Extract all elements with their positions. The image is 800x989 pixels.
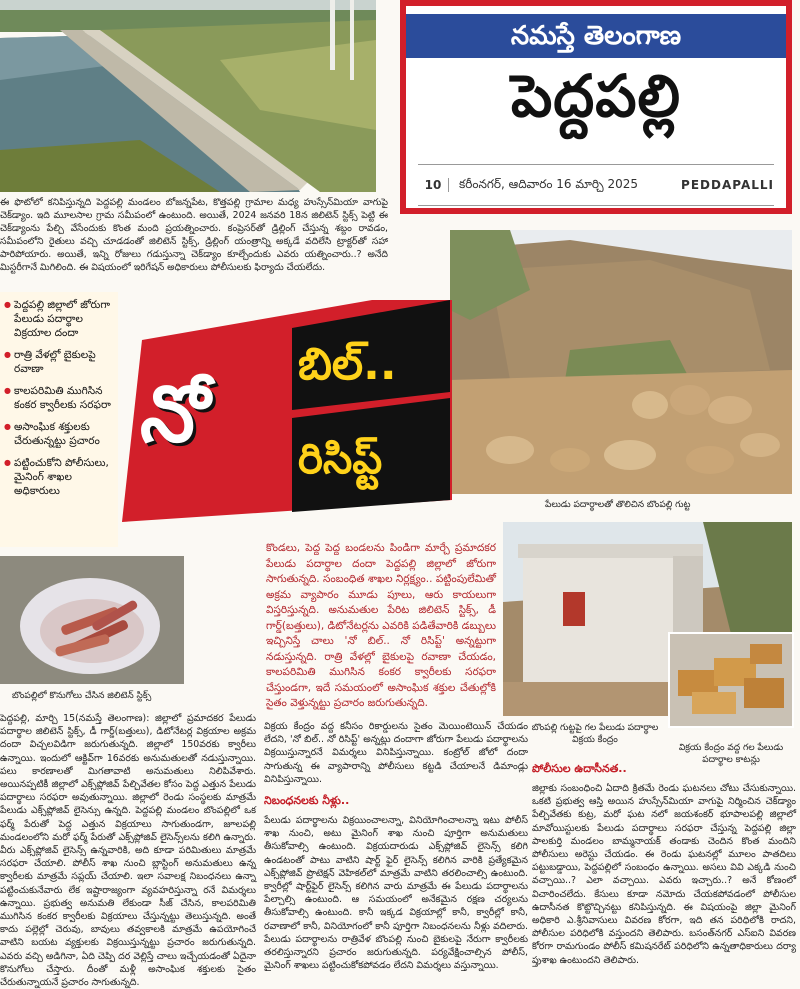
- explosive-cartons-photo: [668, 632, 794, 728]
- gelatin-sticks-photo: [0, 556, 184, 684]
- check-dam-photo: [0, 0, 376, 192]
- highlight-item: ● రాత్రి వేళల్లో బైకులపై రవాణా: [4, 348, 114, 376]
- headline-no: నో: [140, 370, 211, 460]
- lead-paragraph: కొండలు, పెద్ద పెద్ద బండలను పిండిగా మార్చే ప్రమాదకర పేలుడు పదార్థాల దందా పెద్దపల్లి జిల్లాలో జోరుగా సాగుతున్నది. సంబంధిత శాఖల నిర్లక్ష్యం.. పట్టింపులేమితో అక్రమ వ్యాపారం మూడు పూలు, ఆరు కాయలుగా విస్తరిస్తున్నది. అనుమతుల పేరిట జిలిటెన్ స్టిక్స్, డీ గార్డ్(బత్తులు), డిటోనేటర్లను ఎవరికి పడితేవారికి డబ్బులు ఇచ్చినిస్తే చాలు 'నో బిల్.. నో రిసిప్ట్' అన్నట్టుగా నడుస్తున్నది. రాత్రి వేళల్లో బైకులపై రవాణా చేయడం, కాలపరిమితి ముగిసిన కంకర క్వారీలకు సరఫరా చేస్తుండగా, ఇదే సమయంలో అసాంఘిక శక్తుల చేతుల్లోకి సైతం వెళ్తున్నట్టు ప్రచారం జరుగుతున్నది.: [266, 542, 496, 709]
- masthead: [400, 0, 792, 214]
- section-heading-rules: నిబంధనలకు నీళ్లు..: [264, 794, 350, 807]
- body-column-1: పెద్దపల్లి, మార్చి 15(నమస్తే తెలంగాణ): జిల్లాలో ప్రమాదకర పేలుడు పదార్థాల జిలిటెన్ స్టిక్స్, డీ గార్డ్(బత్తులు), డిటోనేటర్ల విక్రయాల అక్రమ దందా విచ్చలవిడిగా జరుగుతున్నది. జిల్లాలో 150వరకు క్వారీలు ఉన్నాయి. ఇందులో ఆక్టివ్‌గా 16వరకు అనుమతులతో నడుస్తున్నాయి. పలు కారణాలతో మిగతావాటి అనుమతులు నిలిపివేశారు. అయినప్పటికీ జిల్లాలో ఎక్స్‌ప్లోజివ్ పేల్చివేతల కోసం పెద్ద ఎత్తున పేలుడు పదార్థాలు సరఫరా అవుతున్నాయి. జిల్లాలో రెండు సంస్థలకు మాత్రమే పేలుడు ఎక్స్‌ప్లోజివ్ లైసెన్సు ఉన్నది. పెద్దపల్లి మండలం బొంపల్లిలో ఒక ఫర్మ్ పేరుతో పెద్ద ఎత్తున విక్రయాలు సాగుతుండగా, జూలపల్లి మండలంలోని మరో ఫర్మ్ పేరుతో ఎక్స్‌ప్లోజివ్ లైసెన్స్‌లను కలిగి ఉన్నారు. వీరు ఎక్స్‌ప్లోజివ్ లైసెన్స్ ఉన్నవారికి, అది కూడా పరిమితులు మాత్రమే సరఫరా చేయాలి. పోలీస్ శాఖ నుంచి బ్లాస్టింగ్ అనుమతులు ఉన్న క్వారీలకు మాత్రమే సప్లయ్ చేయాలి. ఇలా సవాలక్ష నిబంధనలు ఉన్నా పట్టించుకునేవారు లేక ఇష్టారాజ్యంగా వ్యవహరిస్తున్నా రనే విమర్శలు ఉన్నాయి. ప్రభుత్వ అనుమతి లేకుండా సీజ్ చేసిన, కాలపరిమితి ముగిసిన కంకర క్వారీలకు విక్రయాలు చేస్తున్నట్టు తెలుస్తున్నది. అంతే కాదు పల్లెల్లో చెరువు, బావులు తవ్వకాలకి మాత్రమే ఉపయోగించే వాటిని బయట వ్యక్తులకు విక్రయిస్తున్నట్టు ప్రచారం జరుగుతున్నది. ఎవరు వచ్చి అడిగినా, ఏది చెప్పి దర వెల్లిస్తే చాలు ఇచ్చేయడంతో ఏదైనా కొనుగోలు చేస్తారు. దీంతో మళ్లీ అసాంఘిక శక్తులకు సైతం చేరుతున్నాయనే ప్రచారం సాగుతున్నది.: [0, 713, 256, 989]
- highlight-item: ● కాలపరిమితి ముగిసిన కంకర క్వారీలకు సరఫరా: [4, 384, 114, 412]
- sales-shed-caption: బొంపల్లి గుట్టపై గల పేలుడు పదార్థాల విక్రయ కేంద్రం: [531, 723, 659, 745]
- headline-bill: బిల్..: [298, 339, 397, 390]
- highlights-box: [0, 292, 118, 547]
- body-column-3: జిల్లాకు సంబంధించి ఏదాది క్రితమే రెండు ఘటనలు చోటు చేసుకున్నాయి. ఒకటి ప్రభుత్వ ఆస్తి అయిన హుస్సేన్‌మియా వాగుపై నిర్మించిన చెక్‌డ్యాం పేల్చివేతకు కుట్ర, మరో ఘట నలో జయశంకర్ భూపాలపల్లి జిల్లాలో మావోయిస్టులకు పేలుడు పదార్థాలు సరఫరా చేస్తున్న పెద్దపల్లి జిల్లా పాలకుర్తి మండలం బామ్మనాయక్ తండాకు చెందిన కొంత మందిని పోలీసులు అరెస్టు చేయడం. ఈ రెండు ఘటనల్లో మూలం పాతదిలు పట్టుబడ్డాయి, పెద్దపల్లిలో సంబంధం ఉన్నాయి. అసలు వివి ఎక్కడి నుంచి వచ్చాయి..? ఎలా వచ్చాయి. ఎవరు ఇచ్చారు..? అనే కోణంలో విచారించలేదు. కేసులు కూడా నమోదు చేయకపోవడంలో పోలీసుల ఉదాసీనత కొట్టొచ్చినట్టు కనిపిస్తున్నది. ఈ విషయంపై జిల్లా మైనింగ్ అధికారి ఎ.శ్రీనివాసులు వివరణ కోరగా, ఇది తన పరిధిలోకి రాదని, పోలీసుల పరిధిలోకి వస్తుందని తెలిపారు. బసంత్‌నగర్ ఎస్ఐని వివరణ కోరగా రామగుండం పోలీస్ కమిషనరేట్ పరిధిలోని ఉన్నతాధికారులు దర్యా ప్తుశాఖ ఉంటుందని తెలిపారు.: [532, 783, 796, 966]
- edition-city-title: పెద్దపల్లి: [511, 62, 681, 130]
- edition-name: PEDDAPALLI: [681, 178, 774, 192]
- page-info-bar: [418, 164, 774, 206]
- page-number: 10: [418, 178, 449, 192]
- dateline: కరీంనగర్, ఆదివారం 16 మార్చి 2025: [459, 176, 639, 191]
- highlight-item: ● పట్టించుకోని పోలీసులు, మైనింగ్ శాఖల అధికారులు: [4, 456, 114, 498]
- headline-receipt: రిసిప్ట్: [298, 434, 383, 483]
- section-heading-police: పోలీసుల ఉదాసీనత..: [532, 762, 627, 775]
- highlight-item: ● అసాంఘిక శక్తులకు చేరుతున్నట్టు ప్రచారం: [4, 420, 114, 448]
- headline-graphic: [122, 300, 452, 522]
- check-dam-caption: ఈ ఫొటోలో కనిపిస్తున్నది పెద్దపల్లి మండలం బోజన్నపేట, కొత్తపల్లి గ్రామాల మధ్య హుస్సేన్‌మియా వాగుపై చెక్‌డ్యాం. ఇది మూలసాల గ్రామ సమీపంలో ఉంటుంది. అయితే, 2024 జనవరి 18న జిలిటెన్ స్టిక్స్ పెట్టి ఈ చెక్‌డ్యాంను పేల్చి వేసేందుకు కొంత మంది ప్రయత్నించారు. కంప్రెసర్‌తో డ్రిల్లింగ్ చేస్తున్న శబ్దం రావడం, సమీపంలోని రైతులు వచ్చి చూడడంతో జిలిటెన్ స్టిక్స్, డ్రిల్లింగ్ యంత్రాన్ని అక్కడే వదిలేసి ట్రాక్టర్‌తో సహా పారిపోయారు. అయితే, ఇన్ని రోజులు గడుస్తున్నా చెక్‌డ్యాం కూల్చేందుకు ఎవరు యత్నించారు..? అనేది మిస్టరీగానే మిగిలింది. ఈ విషయంలో ఇరిగేషన్ అధికారులు పోలీసులకు ఫిర్యాదు చేయలేదు.: [0, 197, 388, 273]
- explosive-cartons-caption: విక్రయ కేంద్రం వద్ద గల పేలుడు పదార్థాల కాటన్లు: [678, 743, 784, 765]
- highlight-item: ● పెద్దపల్లి జిల్లాలో జోరుగా పేలుడు పదార్థాల విక్రయాల దందా: [4, 298, 114, 340]
- gelatin-sticks-caption: బొంపల్లిలో కొనుగోలు చేసిన జిలిటెన్ స్టిక్స్: [12, 691, 152, 701]
- body-column-2a: విక్రయ కేంద్రం వద్ద కనీసం రికార్డులను సైతం మెయింటెయిన్ చేయడం లేదని, 'నో బిల్.. నో రిసిప్ట్' అన్నట్లు దందాగా జోరుగా పేలుడు పదార్థాలను విక్రయిస్తున్నారనే విమర్శలు వినిపిస్తున్నాయి. కంట్రోల్ జోలో దందా సాగుతున్న ఈ వ్యాపారాన్ని పోలీసులు కట్టడి చేయాలనే డిమాండ్లు వినిపిస్తున్నాయి.: [264, 721, 528, 785]
- body-column-2b: పేలుడు పదార్థాలను విక్రయించాలన్నా, వినియోగించాలన్నా ఇటు పోలీస్ శాఖ నుంచి, అటు మైనింగ్ శాఖ నుంచి పూర్తిగా అనుమతులు తీసుకోవాల్సి ఉంటుంది. విక్రయదారుడు ఎక్స్‌ప్లోజివ్ లైసెన్స్ కలిగి ఉండటంతో పాటు వాటిని షార్ట్ ఫైర్ లైసెన్స్ కలిగిన వారికి ప్రత్యేకమైన ఎక్స్‌ప్లోజివ్ ప్రొటెక్షన్ వెహికల్‌లో మాత్రమే వాటిని తరలించాల్సి ఉంటుంది. క్వారీల్లో షార్ట్‌ఫైర్ లైసెన్స్ కలిగిన వారు మాత్రమే ఈ పేలుడు పదార్థాలను పేల్చాల్సి ఉంటుంది. ఆ సమయంలో అనేకమైన రక్షణ చర్యలను తీసుకోవాల్సి ఉంటుంది. కానీ ఇక్కడ విక్రయాల్లో కానీ, క్వారీల్లో కానీ, రవాణాలో కానీ, వినియోగంలో కానీ పూర్తిగా నిబంధనలను నీళ్లు వదిలారు. పేలుడు పదార్థాలను రాత్రివేళ బొంపల్లి నుంచి బైకులపై నేరుగా క్వారీలకు తరలిస్తున్నారని ప్రచారం జరుగుతున్నది. పర్యవేక్షించాల్సిన పోలీస్, మైనింగ్ శాఖలు పట్టించుకోకపోవడం లేదని విమర్శలు వస్తున్నాయి.: [264, 815, 528, 972]
- publication-name: నమస్తే తెలంగాణ: [406, 14, 786, 58]
- quarry-photo: [450, 230, 792, 494]
- quarry-caption: పేలుడు పదార్థాలతో తొలిచిన బొంపల్లి గుట్ట: [545, 500, 691, 510]
